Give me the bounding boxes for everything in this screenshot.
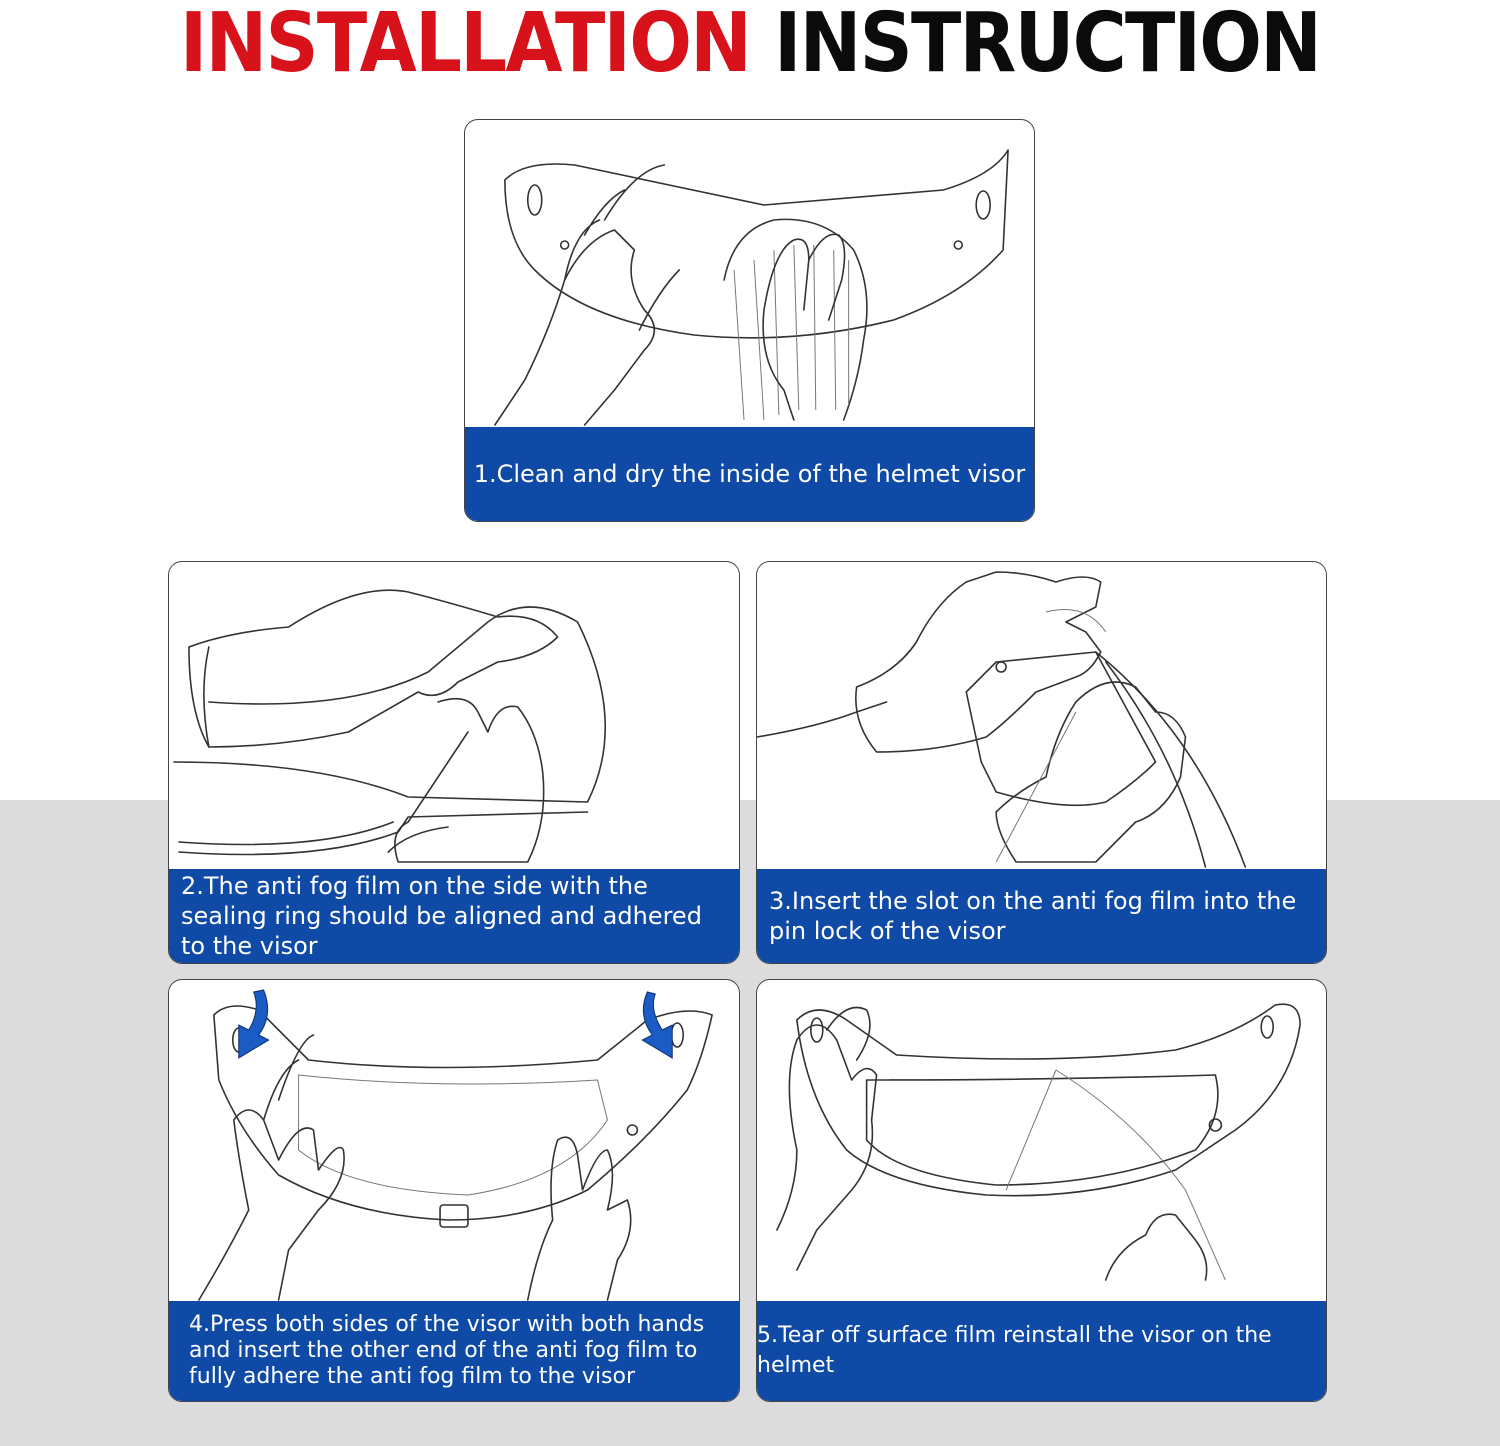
step-3-caption: 3.Insert the slot on the anti fog film into the pin lock of the visor — [757, 869, 1326, 963]
step-5-caption: 5.Tear off surface film reinstall the visor on the helmet — [757, 1301, 1326, 1401]
step-2-illustration — [169, 562, 739, 871]
step-1-illustration — [465, 120, 1034, 429]
step-3-illustration — [757, 562, 1326, 871]
page-title — [75, 0, 1425, 100]
step-card-5 — [756, 979, 1327, 1402]
title-part-instruction: INSTRUCTION — [774, 0, 1321, 91]
step-card-2 — [168, 561, 740, 964]
step-4-illustration — [169, 980, 739, 1303]
step-card-3 — [756, 561, 1327, 964]
step-2-caption: 2.The anti fog film on the side with the sealing ring should be aligned and adhered to the visor — [169, 869, 739, 963]
step-card-1 — [464, 119, 1035, 522]
step-1-caption: 1.Clean and dry the inside of the helmet visor — [465, 427, 1034, 521]
step-card-4 — [168, 979, 740, 1402]
step-4-caption: 4.Press both sides of the visor with both hands and insert the other end of the anti fog film to fully adhere the anti fog film to the visor — [169, 1301, 739, 1401]
title-part-installation: INSTALLATION — [179, 0, 751, 91]
step-5-illustration — [757, 980, 1326, 1303]
